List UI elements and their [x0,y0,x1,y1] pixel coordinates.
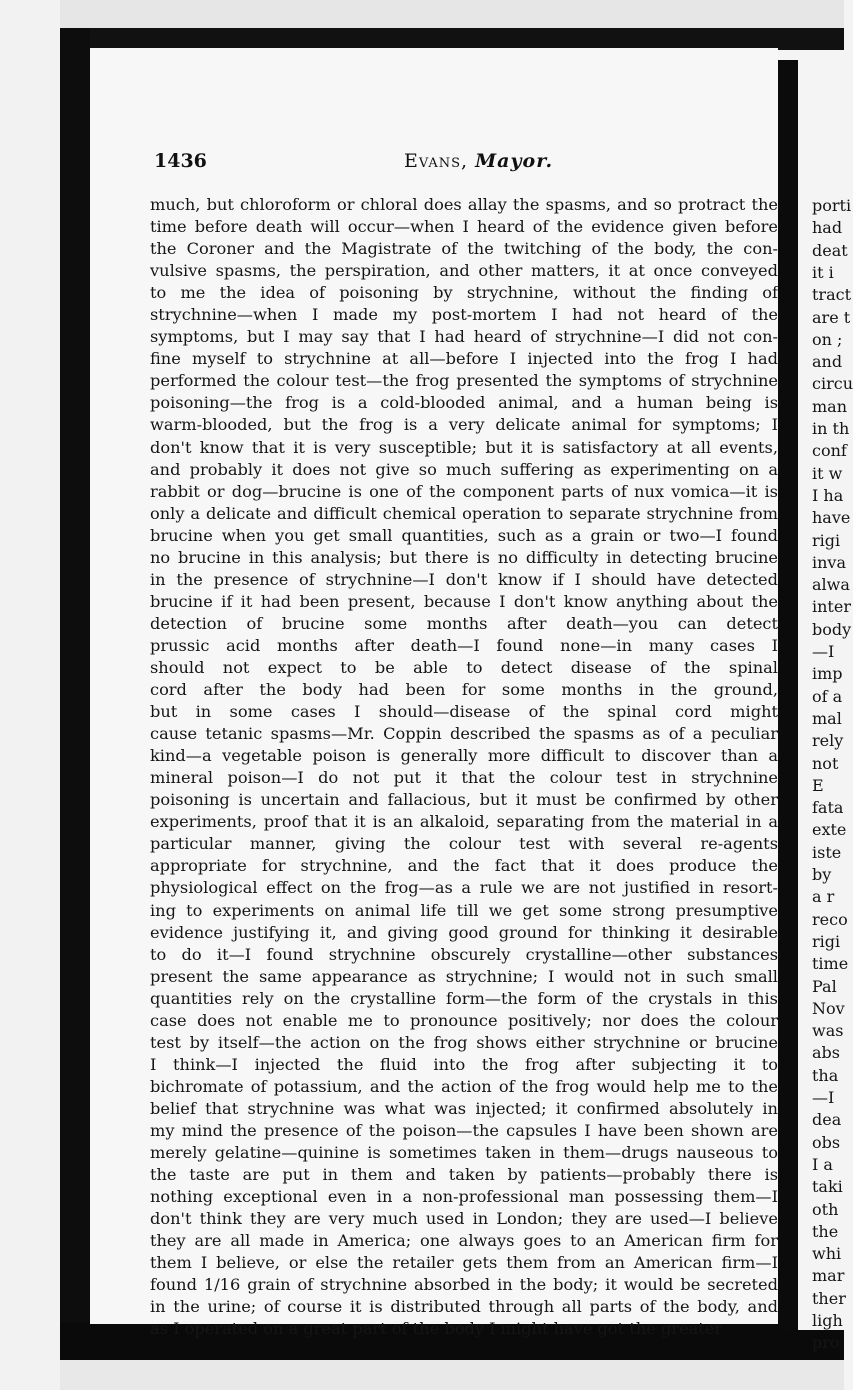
text-line: to me the idea of poisoning by strychnine, without the finding of [150,283,778,303]
text-line: mineral poison—I do not put it that the colour test in strychnine [150,768,778,788]
facing-page-fragment: taki [812,1177,843,1197]
text-line: should not expect to be able to detect disease of the spinal [150,657,778,677]
text-line: in the presence of strychnine—I don't know if I should have detected [150,569,778,589]
facing-page-fragment: abs [812,1043,840,1063]
scanner-bottom-edge [60,1360,844,1390]
facing-page-fragment: ther [812,1288,846,1308]
binding-top-shadow [60,28,844,50]
facing-page-fragment: ligh [812,1311,843,1330]
facing-page-fragment: —I [812,1088,835,1107]
text-line: to do it—I found strychnine obscurely crystalline—other substances [150,944,778,964]
facing-page-fragment: rigi [812,530,841,550]
facing-page-fragment: Pal [812,976,837,996]
text-line: vulsive spasms, the perspiration, and other matters, it at once conveyed [150,261,778,281]
facing-page-fragment: imp [812,664,843,684]
page-content [90,48,778,1339]
text-line: poisoning is uncertain and fallacious, but it must be confirmed by other [150,790,778,810]
facing-page-fragment: I ha [812,485,844,505]
text-line: don't think they are very much used in London; they are used—I believe [150,1209,778,1229]
facing-page-fragment: porti [812,196,852,215]
testimony-text [150,194,778,1340]
facing-page-fragment: a r [812,887,835,907]
text-line: don't know that it is very susceptible; but it is satisfactory at all events, [150,437,778,457]
text-line: strychnine—when I made my post-mortem I had not heard of the [150,305,778,325]
text-line: quantities rely on the crystalline form—the form of the crystals in this [150,988,778,1008]
text-line: symptoms, but I may say that I had heard of strychnine—I did not con- [150,327,778,347]
text-line: them I believe, or else the retailer gets them from an American firm—I [150,1253,778,1273]
facing-page-fragment: exte [812,820,847,840]
text-line: experiments, proof that it is an alkaloid, separating from the material in a [150,812,778,832]
running-head [404,150,553,172]
text-line: performed the colour test—the frog presented the symptoms of strychnine [150,371,778,391]
text-line: case does not enable me to pronounce positively; nor does the colour [150,1010,778,1030]
scanner-margin [0,0,62,1390]
facing-page-fragment: conf [812,441,847,461]
text-line: kind—a vegetable poison is generally more difficult to discover than a [150,746,778,766]
text-line: rabbit or dog—brucine is one of the component parts of nux vomica—it is [150,481,778,501]
facing-page-fragment: rely [812,731,844,751]
text-line: cause tetanic spasms—Mr. Coppin described the spasms as of a peculiar [150,724,778,744]
text-line: but in some cases I should—disease of the spinal cord might [150,702,778,722]
text-line: they are all made in America; one always goes to an American firm for [150,1231,778,1251]
text-line: found 1/16 grain of strychnine absorbed in the body; it would be secreted [150,1275,778,1295]
facing-page-fragment: the [812,1221,839,1241]
text-line: the Coroner and the Magistrate of the twitching of the body, the con- [150,239,778,259]
text-line: the taste are put in them and taken by patients—probably there is [150,1165,778,1185]
text-line: merely gelatine—quinine is sometimes taken in them—drugs nauseous to [150,1143,778,1163]
facing-page-fragment: of a [812,686,843,706]
facing-page-fragment: and [812,352,843,372]
facing-page-fragment: obs [812,1132,841,1152]
facing-page-fragment: fata [812,798,844,818]
page-number: 1436 [154,150,207,172]
facing-page-fragment: are t [812,307,851,327]
facing-page-fragment: not [812,753,839,773]
facing-page-fragment: Nov [812,998,845,1018]
text-line: in the urine; of course it is distributed through all parts of the body, and [150,1297,778,1317]
text-line: appropriate for strychnine, and the fact that it does produce the [150,856,778,876]
text-line: time before death will occur—when I heard of the evidence given before [150,217,778,237]
facing-page-fragment: tha [812,1065,839,1085]
text-line: brucine when you get small quantities, such as a grain or two—I found [150,525,778,545]
facing-page-fragment: body [812,619,852,639]
facing-page-fragment: by [812,865,832,884]
binding-left-shadow [60,28,90,1368]
text-line: much, but chloroform or chloral does allay the spasms, and so protract the [150,195,778,214]
page-header [154,150,774,180]
facing-page-fragment: tract [812,285,852,305]
facing-page-fragment: I a [812,1154,833,1174]
text-line: warm-blooded, but the frog is a very delicate animal for symptoms; I [150,415,778,435]
facing-page-fragment: mal [812,708,842,728]
facing-page-fragment: have [812,508,851,528]
facing-page-fragment: iste [812,842,842,862]
text-line: physiological effect on the frog—as a rule we are not justified in resort- [150,878,778,898]
facing-page-fragment: was [812,1021,844,1041]
text-line: my mind the presence of the poison—the capsules I have been shown are [150,1120,778,1140]
facing-page-fragment: it w [812,463,843,483]
facing-page-fragment: had [812,218,843,238]
running-head-role: Mayor. [475,150,554,172]
text-line: brucine if it had been present, because I don't know anything about the [150,591,778,611]
facing-page-fragment: it i [812,262,834,282]
text-line: bichromate of potassium, and the action of the frog would help me to the [150,1076,778,1096]
text-line: prussic acid months after death—I found none—in many cases I [150,635,778,655]
text-line: nothing exceptional even in a non-professional man possessing them—I [150,1187,778,1207]
text-line: test by itself—the action on the frog shows either strychnine or brucine [150,1032,778,1052]
text-line: as I operated on a great part of the body I might have got the greater [150,1319,723,1339]
facing-page-fragment: inter [812,597,851,617]
facing-page-fragment: in th [812,419,850,438]
facing-page-fragment: oth [812,1199,839,1219]
facing-page-fragment: rigi [812,931,841,951]
text-line: I think—I injected the fluid into the frog after subjecting it to [150,1054,778,1074]
text-line: ing to experiments on animal life till we get some strong presumptive [150,900,778,920]
facing-page-fragment: alwa [812,575,850,595]
facing-page-fragment: —I [812,642,835,661]
text-line: particular manner, giving the colour test with several re-agents [150,834,778,854]
facing-page-fragment: man [812,396,848,416]
running-head-name: Evans, [404,150,469,172]
facing-page-fragment: circu [812,374,853,394]
facing-page-fragment: time [812,954,849,974]
facing-page-fragment: inva [812,552,846,572]
text-line: detection of brucine some months after death—you can detect [150,613,778,633]
book-gutter [778,60,798,1330]
text-line: and probably it does not give so much suffering as experimenting on a [150,459,778,479]
facing-page-fragment: whi [812,1244,842,1264]
facing-page-fragment: deat [812,240,848,260]
facing-page-fragment: mar [812,1266,845,1286]
text-line: present the same appearance as strychnine; I would not in such small [150,966,778,986]
text-line: only a delicate and difficult chemical operation to separate strychnine from [150,503,778,523]
facing-page-fragment: dea [812,1110,842,1130]
text-line: poisoning—the frog is a cold-blooded animal, and a human being is [150,393,778,413]
facing-page-fragment: E [812,775,824,795]
text-line: no brucine in this analysis; but there is no difficulty in detecting brucine [150,547,778,567]
facing-page-fragment: on ; [812,329,843,349]
text-line: fine myself to strychnine at all—before I injected into the frog I had [150,349,778,369]
text-line: cord after the body had been for some months in the ground, [150,680,778,700]
text-line: evidence justifying it, and giving good ground for thinking it desirable [150,922,778,942]
facing-page-fragment: reco [812,909,848,929]
text-line: belief that strychnine was what was injected; it confirmed absolutely in [150,1098,778,1118]
facing-page-fragment: pro [812,1333,840,1353]
